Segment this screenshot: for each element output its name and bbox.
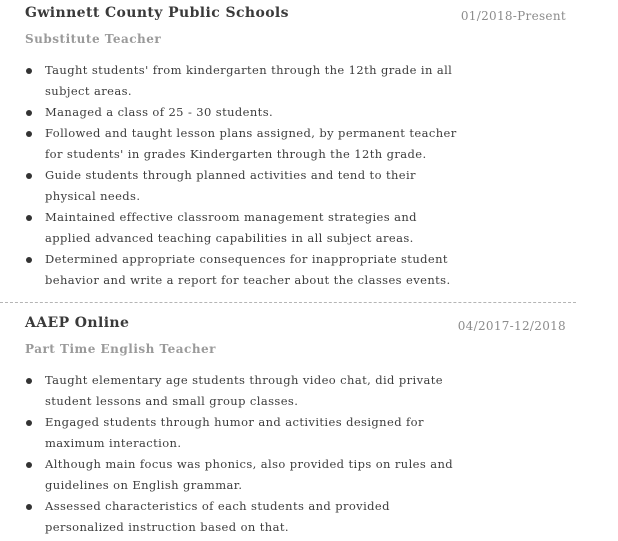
duty-item: Engaged students through humor and activities designed for maximum interaction. — [25, 412, 465, 454]
duty-item: Taught students' from kindergarten through the 12th grade in all subject areas. — [25, 60, 465, 102]
bullet-icon — [26, 173, 32, 179]
duty-item: Followed and taught lesson plans assigned, by permanent teacher for students' in grades Kindergarten through the 12th grade. — [25, 123, 465, 165]
duty-item: Assessed characteristics of each students and provided personalized instruction based on that. — [25, 496, 465, 538]
bullet-icon — [26, 68, 32, 74]
duties-list — [25, 370, 465, 538]
employment-dates: 04/2017-12/2018 — [457, 319, 566, 333]
job-title: Part Time English Teacher — [25, 342, 217, 356]
bullet-icon — [26, 462, 32, 468]
bullet-icon — [26, 110, 32, 116]
employment-dates: 01/2018-Present — [460, 9, 566, 23]
duty-item: Although main focus was phonics, also provided tips on rules and guidelines on English grammar. — [25, 454, 465, 496]
duty-item: Determined appropriate consequences for inappropriate student behavior and write a report for teacher about the classes events. — [25, 249, 465, 291]
duty-item: Guide students through planned activities and tend to their physical needs. — [25, 165, 465, 207]
bullet-icon — [26, 215, 32, 221]
bullet-icon — [26, 504, 32, 510]
duty-item: Managed a class of 25 - 30 students. — [25, 102, 465, 123]
bullet-icon — [26, 378, 32, 384]
job-title: Substitute Teacher — [25, 32, 162, 46]
company-name: AAEP Online — [25, 315, 130, 331]
duty-item: Taught elementary age students through video chat, did private student lessons and small group classes. — [25, 370, 465, 412]
bullet-icon — [26, 257, 32, 263]
duty-item: Maintained effective classroom management strategies and applied advanced teaching capabilities in all subject areas. — [25, 207, 465, 249]
section-divider — [0, 302, 576, 303]
company-name: Gwinnett County Public Schools — [25, 5, 289, 21]
bullet-icon — [26, 131, 32, 137]
duties-list — [25, 60, 465, 291]
bullet-icon — [26, 420, 32, 426]
